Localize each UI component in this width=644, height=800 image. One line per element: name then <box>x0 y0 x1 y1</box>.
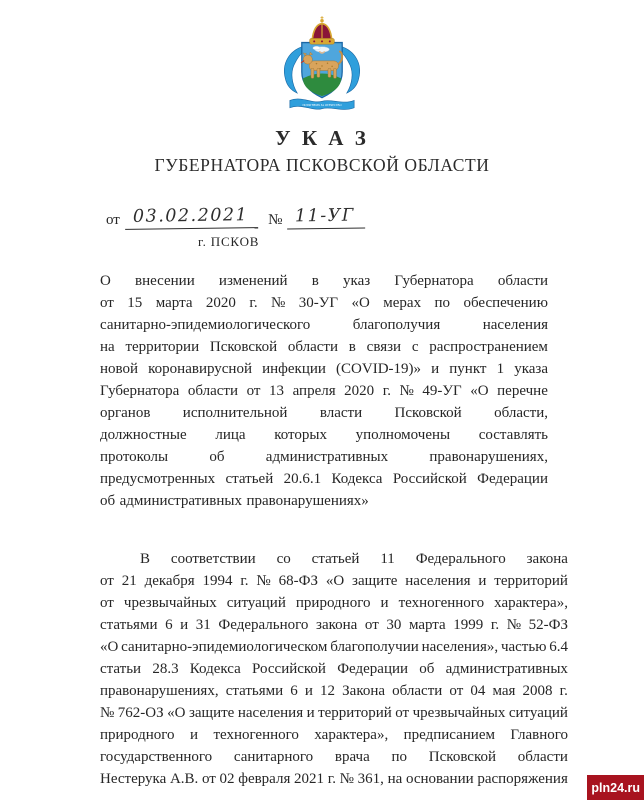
text-line: должностные лица которых уполномочены составлять <box>100 427 548 443</box>
text-line: Губернатора области от 13 апреля 2020 г. № 49-УГ «О перечне <box>100 383 548 399</box>
text-line: В соответствии со статьей 11 Федерального закона <box>140 551 568 567</box>
text-line: на территории Псковской области в связи с распространением <box>100 339 548 355</box>
text-line: предусмотренных статьей 20.6.1 Кодекса Российской Федерации <box>100 471 548 487</box>
pln24-watermark-badge: pln24.ru <box>587 775 644 800</box>
text-line: О внесении изменений в указ Губернатора области <box>100 273 548 289</box>
text-line: государственного санитарного врача по Псковской области <box>100 749 568 765</box>
handwritten-date: 03.02.2021 <box>125 205 259 230</box>
crest-motto-ribbon <box>290 99 354 109</box>
crest-shield <box>301 43 342 98</box>
pskov-oblast-coat-of-arms <box>276 15 368 116</box>
text-line: от чрезвычайных ситуаций природного и техногенного характера», <box>100 595 568 611</box>
decree-issuer-subtitle: ГУБЕРНАТОРА ПСКОВСКОЙ ОБЛАСТИ <box>154 155 490 175</box>
text-line: от 15 марта 2020 г. № 30-УГ «О мерах по обеспечению <box>100 295 548 311</box>
decree-type-title: У К А З <box>275 126 369 150</box>
text-line: санитарно-эпидемиологического благополучия населения <box>100 317 548 333</box>
dateline <box>106 206 644 229</box>
text-line: природного и техногенного характера», предписанием Главного <box>100 727 568 743</box>
text-line: № 762-ОЗ «О защите населения и территорий от чрезвычайных ситуаций <box>100 705 568 721</box>
city-label: г. ПСКОВ <box>198 234 260 249</box>
text-line: органов исполнительной власти Псковской области, <box>100 405 548 421</box>
text-line: протоколы об административных правонарушениях, <box>100 449 548 465</box>
text-line: правонарушениях, статьями 6 и 12 Закона области от 04 мая 2008 г. <box>100 683 568 699</box>
handwritten-number: 11-УГ <box>287 205 365 229</box>
date-prefix-label: от <box>106 212 120 228</box>
text-line: статьями 6 и 31 Федерального закона от 30 марта 1999 г. № 52-ФЗ <box>100 617 568 633</box>
text-line: «О санитарно-эпидемиологическом благополучии населения», частью 6.4 <box>100 639 568 655</box>
crest-crown <box>310 16 335 44</box>
decree-subject-text <box>100 270 548 512</box>
text-line: от 21 декабря 1994 г. № 68-ФЗ «О защите населения и территорий <box>100 573 568 589</box>
text-line: Нестерука А.В. от 02 февраля 2021 г. № 361, на основании распоряжения <box>100 771 568 787</box>
text-line: новой коронавирусной инфекции (COVID-19)» и пункт 1 указа <box>100 361 548 377</box>
crest-motto-text: ПОТЯГНЕМЪ ЗА ОТЕЧЕСТВО <box>302 103 342 108</box>
numero-sign: № <box>268 212 283 228</box>
text-line: об административных правонарушениях» <box>100 493 369 509</box>
decree-body-text <box>100 548 568 790</box>
text-line: статьи 28.3 Кодекса Российской Федерации об административных <box>100 661 568 677</box>
